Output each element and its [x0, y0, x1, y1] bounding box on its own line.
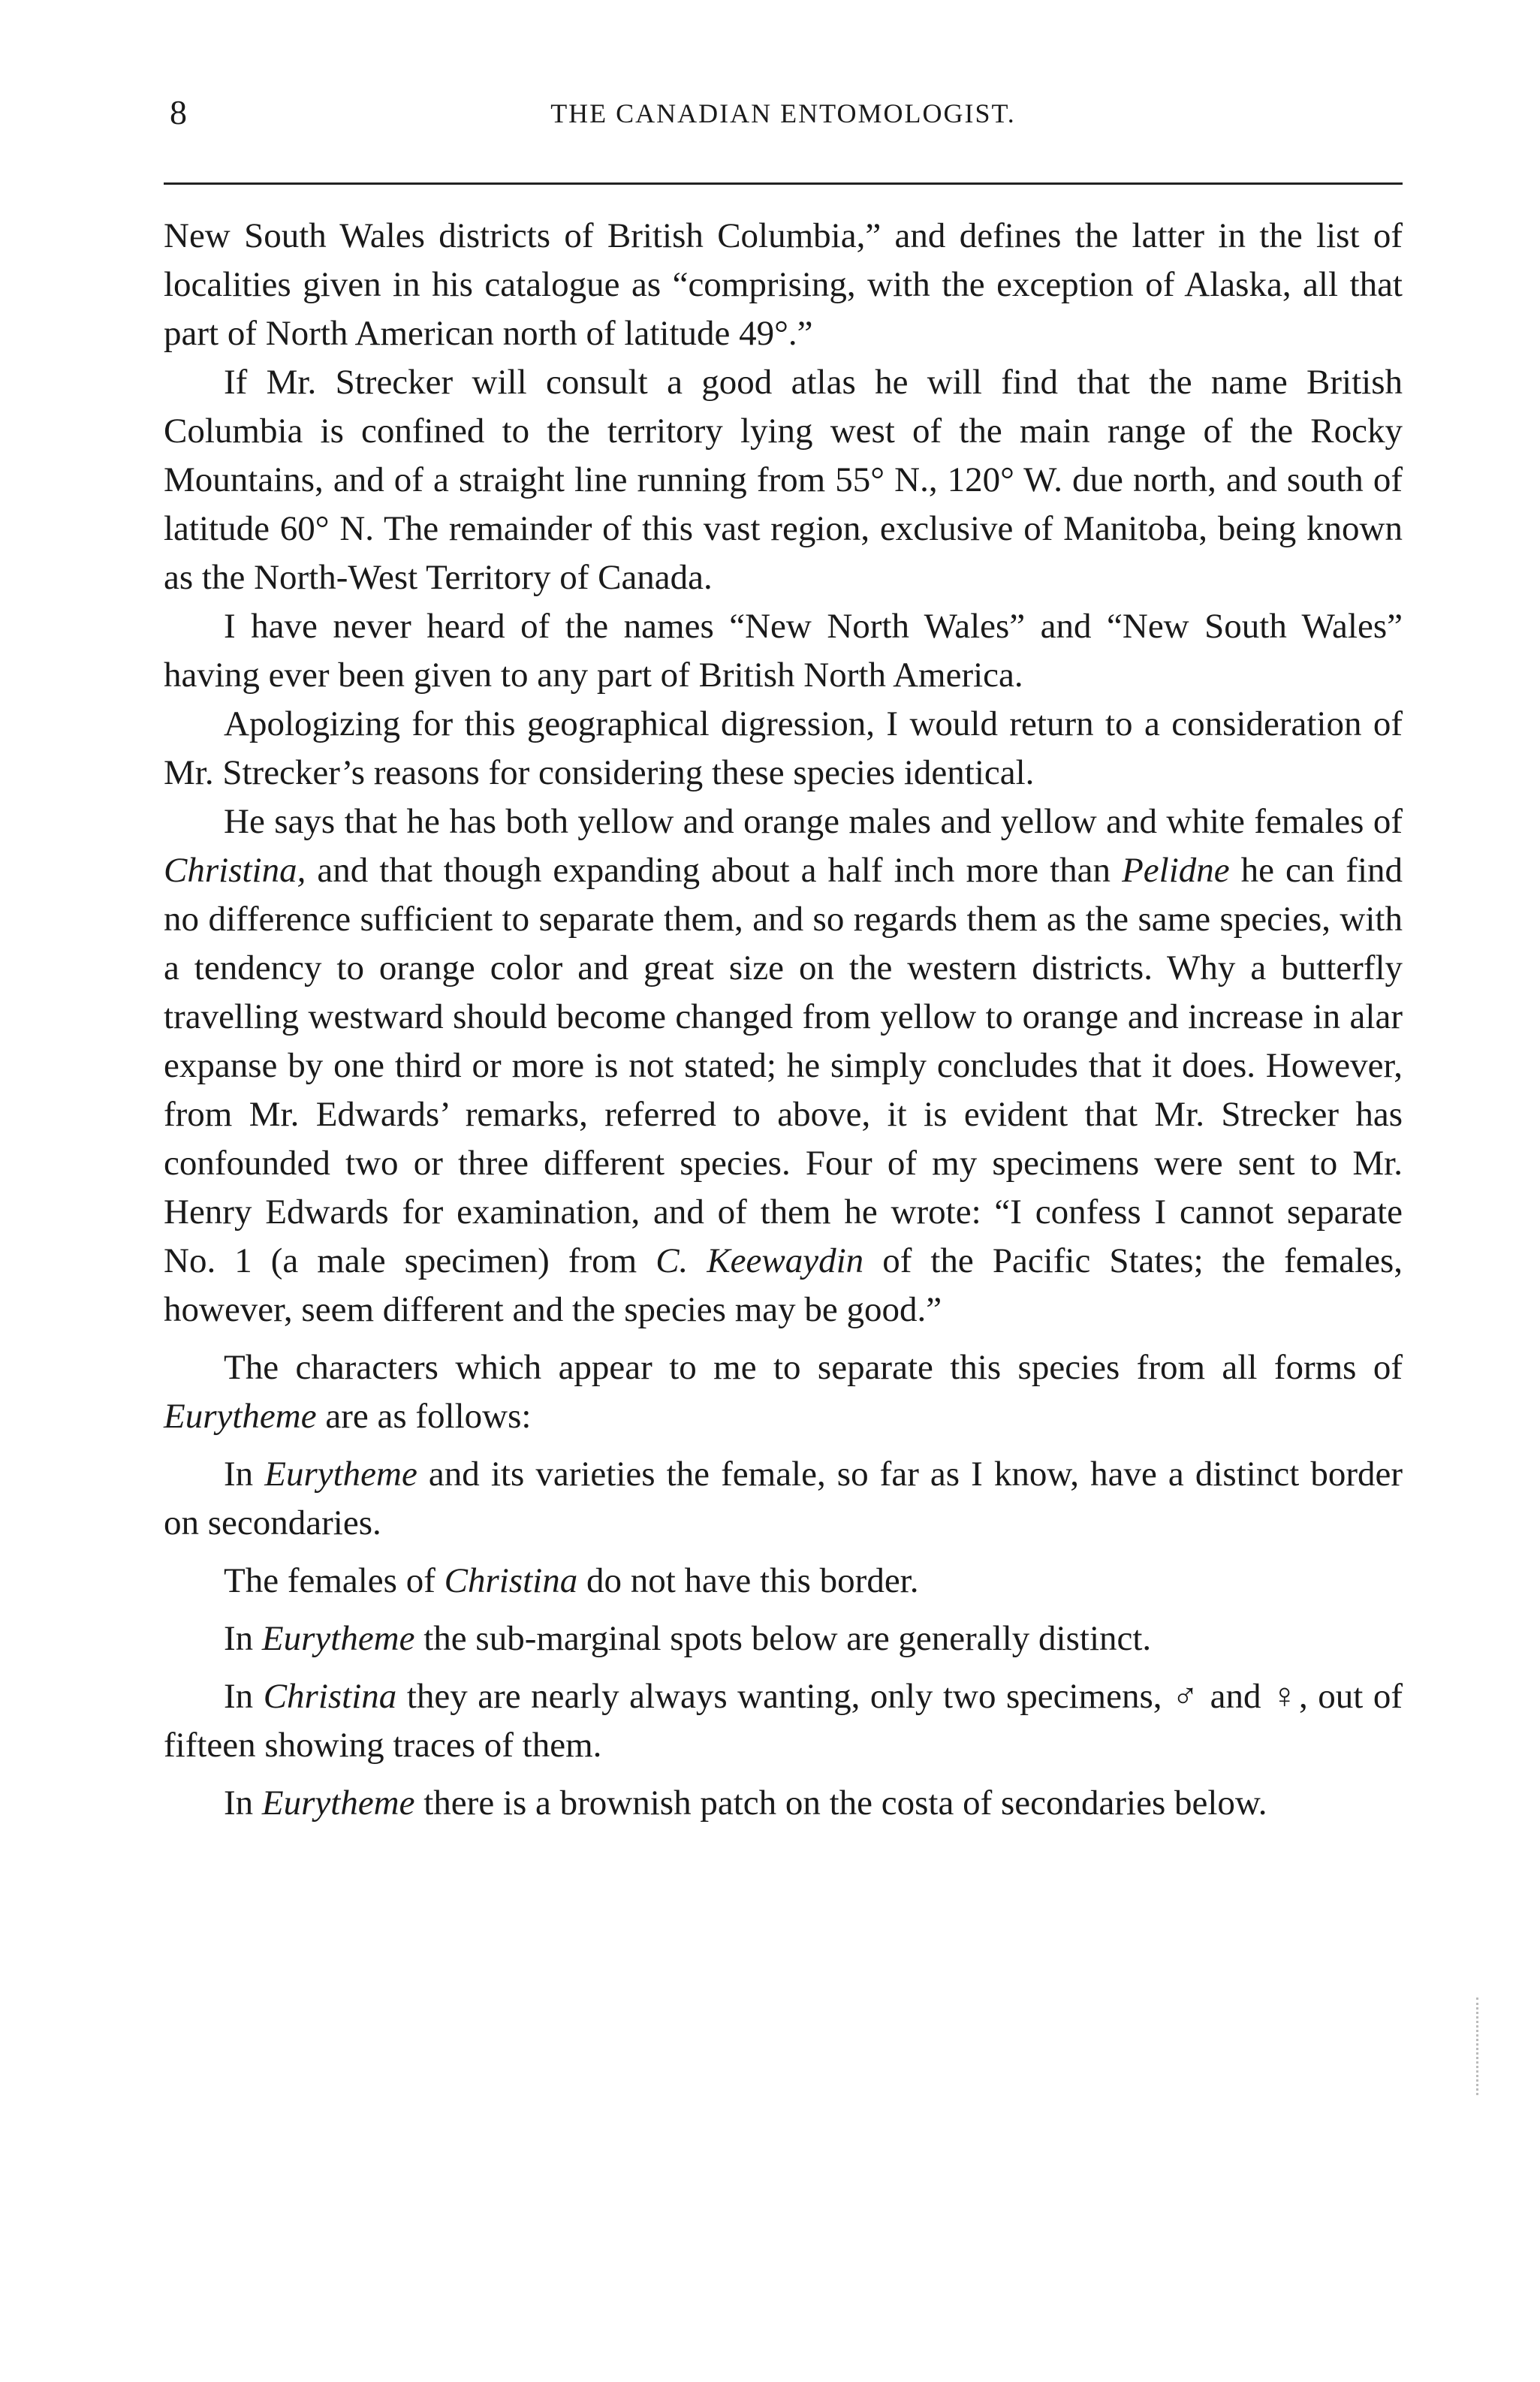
text-run: the sub-marginal spots below are generally distinct.	[414, 1619, 1152, 1658]
paragraph	[164, 1343, 1403, 1441]
paragraph	[164, 700, 1403, 798]
text-run: New South Wales districts of British Columbia,” and defines the latter in the list of localities given in his catalogue as “comprising, with the exception of Alaska, all that part of North American north of latitude 49°.”	[164, 216, 1403, 353]
italic-term: C. Keewaydin	[655, 1241, 864, 1280]
article-body	[164, 212, 1403, 1828]
text-run: In	[224, 1677, 264, 1716]
italic-term: Eurytheme	[261, 1783, 415, 1823]
text-run: do not have this border.	[577, 1561, 919, 1600]
text-run: In	[224, 1783, 262, 1823]
text-run: I have never heard of the names “New North Wales” and “New South Wales” having ever been given to any part of British North America.	[164, 607, 1403, 695]
paragraph	[164, 798, 1403, 1334]
italic-term: Eurytheme	[264, 1455, 417, 1494]
text-run: Apologizing for this geographical digression, I would return to a consideration of Mr. Strecker’s reasons for considering these species identical.	[164, 704, 1403, 792]
paragraph	[164, 1450, 1403, 1548]
text-run: In	[224, 1455, 265, 1494]
paragraph	[164, 602, 1403, 700]
italic-term: Christina	[444, 1561, 578, 1600]
paragraph	[164, 1779, 1403, 1828]
margin-marks	[1476, 1998, 1487, 2095]
page-number: 8	[170, 93, 187, 131]
text-run: If Mr. Strecker will consult a good atlas he will find that the name British Columbia is confined to the territory lying west of the main range of the Rocky Mountains, and of a straight line running from 55° N., 120° W. due north, and south of latitude 60° N. The remainder of this vast region, exclusive of Manitoba, being known as the North-West Territory of Canada.	[164, 363, 1403, 597]
text-run: The characters which appear to me to separate this species from all forms of	[224, 1348, 1403, 1387]
header-rule	[164, 182, 1403, 185]
paragraph	[164, 1672, 1403, 1770]
italic-term: Pelidne	[1122, 851, 1230, 890]
italic-term: Christina	[263, 1677, 397, 1716]
text-run: there is a brownish patch on the costa of secondaries below.	[414, 1783, 1267, 1823]
italic-term: Eurytheme	[261, 1619, 415, 1658]
paragraph	[164, 1615, 1403, 1663]
text-run: The females of	[224, 1561, 445, 1600]
text-run: of the Pacific States; the females, however, seem different and the species may be good.”	[164, 1241, 1403, 1329]
italic-term: Eurytheme	[164, 1397, 317, 1436]
text-run: he can find no difference sufficient to separate them, and so regards them as the same species, with a tendency to orange color and great size on the western districts. Why a butterfly travelling westward should become changed from yellow to orange and increase in alar expanse by one third or more is not stated; he simply concludes that it does. However, from Mr. Edwards’ remarks, referred to above, it is evident that Mr. Strecker has confounded two or three different species. Four of my specimens were sent to Mr. Henry Edwards for examination, and of them he wrote: “I confess I cannot separate No. 1 (a male specimen) from	[164, 851, 1403, 1280]
text-run: In	[224, 1619, 262, 1658]
page-header	[164, 90, 1403, 143]
paragraph	[164, 358, 1403, 602]
text-run: they are nearly always wanting, only two specimens, ♂ and ♀, out of fifteen showing traces of them.	[164, 1677, 1403, 1765]
italic-term: Christina,	[164, 851, 306, 890]
running-title: THE CANADIAN ENTOMOLOGIST.	[550, 98, 1016, 128]
paragraph	[164, 1557, 1403, 1606]
text-run: and that though expanding about a half inch more than	[306, 851, 1123, 890]
text-run: and its varieties the female, so far as I know, have a distinct border on secondaries.	[164, 1455, 1403, 1542]
text-run: He says that he has both yellow and orange males and yellow and white females of	[224, 802, 1403, 841]
text-run: are as follows:	[316, 1397, 532, 1436]
paragraph	[164, 212, 1403, 358]
